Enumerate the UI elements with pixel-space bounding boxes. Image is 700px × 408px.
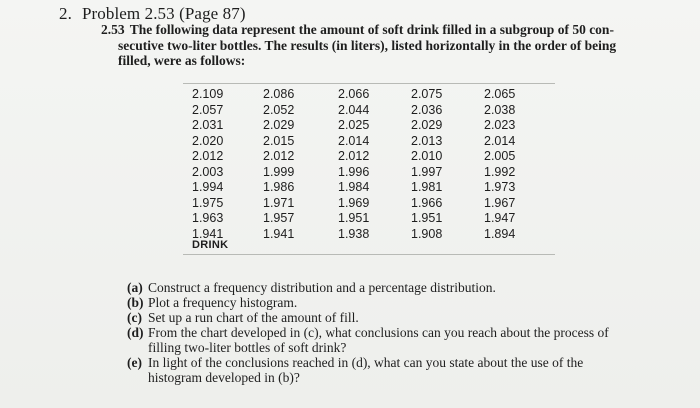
question-text: Set up a run chart of the amount of fill. xyxy=(148,310,359,325)
data-cell: 1.996 xyxy=(338,164,370,179)
exercise-number: 2.53 xyxy=(101,22,125,37)
data-cell: 1.967 xyxy=(484,195,516,210)
data-cell: 2.025 xyxy=(338,118,370,132)
data-cell: 2.012 xyxy=(192,149,224,163)
data-column-5 xyxy=(484,87,532,242)
data-cell: 2.014 xyxy=(338,133,370,148)
question-tag: (c) xyxy=(127,310,142,325)
data-cell: 2.029 xyxy=(411,118,443,132)
question-list xyxy=(127,280,627,385)
statement-line-3: filled, were as follows: xyxy=(118,53,246,68)
statement-line-1: The following data represent the amount of soft drink filled in a subgroup of 50 con- xyxy=(129,22,614,37)
data-cell: 2.052 xyxy=(263,102,295,117)
data-cell: 2.003 xyxy=(192,164,224,179)
data-cell: 1.966 xyxy=(411,195,443,210)
data-cell: 2.066 xyxy=(338,87,370,101)
problem-number: 2. xyxy=(59,4,72,23)
question-item xyxy=(127,310,627,325)
data-cell: 1.941 xyxy=(263,226,295,241)
data-column-1 xyxy=(192,87,240,242)
data-cell: 1.986 xyxy=(263,180,295,194)
problem-statement xyxy=(101,22,661,69)
table-bottom-rule xyxy=(183,254,555,255)
statement-line-2: secutive two-liter bottles. The results (in liters), listed horizontally in the order of being xyxy=(118,37,617,53)
data-cell: 2.029 xyxy=(263,118,295,132)
question-item xyxy=(127,295,627,310)
data-cell: 1.984 xyxy=(338,180,370,194)
data-cell: 2.038 xyxy=(484,102,516,117)
question-tag: (d) xyxy=(127,325,144,340)
question-text: Construct a frequency distribution and a percentage distribution. xyxy=(148,280,496,295)
data-cell: 2.012 xyxy=(263,149,295,163)
data-cell: 1.957 xyxy=(263,211,295,225)
question-tag: (a) xyxy=(127,280,143,295)
question-item xyxy=(127,325,627,355)
data-cell: 2.086 xyxy=(263,87,295,101)
data-cell: 2.012 xyxy=(338,149,370,163)
data-cell: 2.013 xyxy=(411,133,443,148)
data-cell: 2.015 xyxy=(263,133,295,148)
data-cell: 1.941 xyxy=(192,226,224,241)
data-file-label: DRINK xyxy=(192,239,229,251)
data-cell: 2.014 xyxy=(484,133,516,148)
data-cell: 2.109 xyxy=(192,87,224,101)
data-cell: 1.938 xyxy=(338,226,370,241)
data-cell: 1.951 xyxy=(411,211,443,225)
data-cell: 2.005 xyxy=(484,149,516,163)
data-cell: 2.057 xyxy=(192,102,224,117)
question-text: In light of the conclusions reached in (d), what can you state about the use of the histogram developed in (b)? xyxy=(148,355,584,385)
data-column-3 xyxy=(338,87,386,242)
data-cell: 1.999 xyxy=(263,164,295,179)
data-cell: 2.023 xyxy=(484,118,516,132)
question-text: Plot a frequency histogram. xyxy=(148,295,298,310)
data-cell: 1.997 xyxy=(411,164,443,179)
table-top-rule xyxy=(183,83,555,84)
data-cell: 1.908 xyxy=(411,226,443,241)
data-cell: 2.065 xyxy=(484,87,516,101)
question-item xyxy=(127,280,627,295)
data-cell: 1.994 xyxy=(192,180,224,194)
data-cell: 2.031 xyxy=(192,118,224,132)
data-column-2 xyxy=(263,87,311,242)
question-text: From the chart developed in (c), what conclusions can you reach about the process of filling two-liter bottles of soft drink? xyxy=(148,325,609,355)
data-cell: 1.981 xyxy=(411,180,443,194)
data-cell: 1.963 xyxy=(192,211,224,225)
data-column-4 xyxy=(411,87,459,242)
question-tag: (e) xyxy=(127,355,142,370)
data-cell: 2.020 xyxy=(192,133,224,148)
data-cell: 1.947 xyxy=(484,211,516,225)
data-cell: 1.951 xyxy=(338,211,370,225)
question-tag: (b) xyxy=(127,295,144,310)
data-cell: 1.971 xyxy=(263,195,295,210)
data-cell: 2.010 xyxy=(411,149,443,163)
problem-heading xyxy=(59,4,246,24)
data-cell: 1.969 xyxy=(338,195,370,210)
data-cell: 1.973 xyxy=(484,180,516,194)
data-cell: 2.036 xyxy=(411,102,443,117)
problem-title: Problem 2.53 (Page 87) xyxy=(81,4,246,23)
data-cell: 1.992 xyxy=(484,164,516,179)
data-cell: 1.894 xyxy=(484,226,516,241)
data-cell: 2.044 xyxy=(338,102,370,117)
data-cell: 2.075 xyxy=(411,87,443,101)
question-item xyxy=(127,355,627,385)
data-cell: 1.975 xyxy=(192,195,224,210)
